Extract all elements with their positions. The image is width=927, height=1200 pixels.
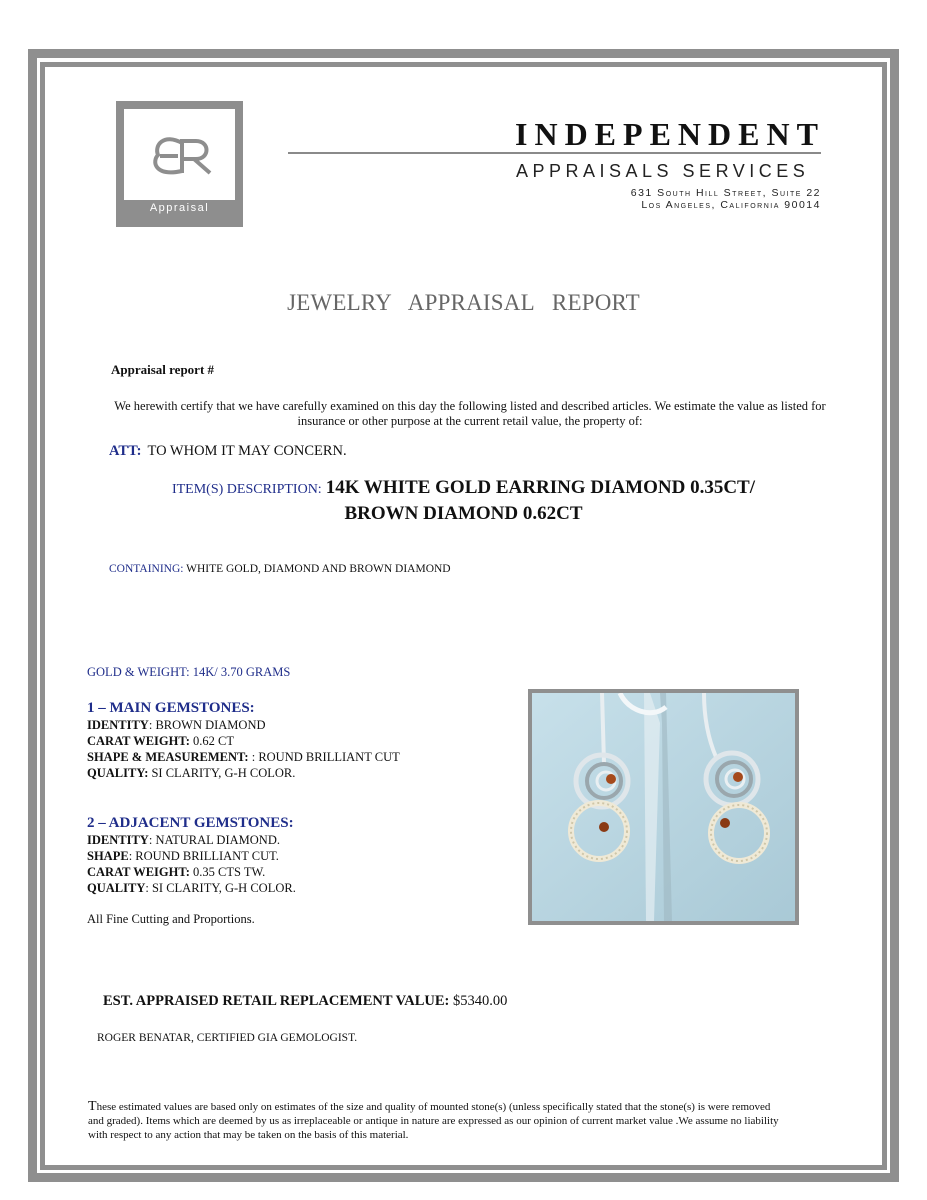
logo-monogram-panel <box>124 109 235 200</box>
address-line-2: Los Angeles, California 90014 <box>641 199 821 211</box>
appraisal-logo <box>116 101 243 227</box>
disclaimer-text: These estimated values are based only on estimates of the size and quality of mounted stone(s) (unless specifically stated that the stone(s) is were removed and graded). Items which are deemed by us as irreplaceable or antique in nature are expressed as our opinion of current market value .We assume no liability with respect to any action that may be taken on the basis of this material. <box>88 1099 779 1141</box>
att-line <box>109 443 347 460</box>
er-monogram-icon <box>124 109 235 200</box>
estimated-value-amount: $5340.00 <box>452 993 508 1009</box>
all-fine-cutting: All Fine Cutting and Proportions. <box>87 912 255 926</box>
adjacent-gemstone-row: QUALITY: SI CLARITY, G-H COLOR. <box>87 881 296 895</box>
brand-name: INDEPENDENT <box>515 116 825 152</box>
certification-text: We herewith certify that we have carefully examined on this day the following listed and described articles. We estimate the value as listed for insurance or other purpose at the current retail value, the property of: <box>114 399 826 428</box>
adjacent-gemstones-section <box>87 815 296 896</box>
description-line-1: 14K WHITE GOLD EARRING DIAMOND 0.35CT/ <box>325 477 756 498</box>
brand-services: APPRAISALS SERVICES <box>516 161 810 181</box>
description-line-2: BROWN DIAMOND 0.62CT <box>344 503 583 524</box>
report-number-label: Appraisal report # <box>111 362 215 377</box>
description-label: ITEM(S) DESCRIPTION: <box>171 482 322 497</box>
main-gemstone-row: SHAPE & MEASUREMENT: : ROUND BRILLIANT CUT <box>87 750 400 764</box>
adjacent-gemstone-row: IDENTITY: NATURAL DIAMOND. <box>87 833 280 847</box>
address-line-1: 631 South Hill Street, Suite 22 <box>630 187 821 199</box>
earring-illustration <box>532 693 795 921</box>
estimated-value-line <box>103 993 507 1010</box>
report-title: JEWELRY APPRAISAL REPORT <box>287 290 640 315</box>
containing-line <box>109 563 451 575</box>
gemologist-signature-line: ROGER BENATAR, CERTIFIED GIA GEMOLOGIST. <box>97 1032 358 1044</box>
att-label: ATT: <box>109 443 142 459</box>
main-gemstones-section <box>87 700 400 781</box>
earring-photo <box>528 689 799 925</box>
containing-label: CONTAINING: <box>109 563 184 575</box>
gold-weight: GOLD & WEIGHT: 14K/ 3.70 GRAMS <box>87 665 291 679</box>
adjacent-gemstone-row: SHAPE: ROUND BRILLIANT CUT. <box>87 849 279 863</box>
logo-caption: Appraisal <box>149 202 210 214</box>
estimated-value-label: EST. APPRAISED RETAIL REPLACEMENT VALUE: <box>103 993 450 1009</box>
main-gemstones-heading: 1 – MAIN GEMSTONES: <box>87 700 255 716</box>
main-gemstone-row: IDENTITY: BROWN DIAMOND <box>87 718 266 732</box>
main-gemstone-row: QUALITY: SI CLARITY, G-H COLOR. <box>87 766 296 780</box>
main-gemstone-row: CARAT WEIGHT: 0.62 CT <box>87 734 235 748</box>
adjacent-gemstones-heading: 2 – ADJACENT GEMSTONES: <box>87 815 294 831</box>
header-divider <box>288 152 821 154</box>
containing-value: WHITE GOLD, DIAMOND AND BROWN DIAMOND <box>186 563 451 575</box>
att-value: TO WHOM IT MAY CONCERN. <box>147 443 347 459</box>
item-description <box>0 475 927 527</box>
adjacent-gemstone-row: CARAT WEIGHT: 0.35 CTS TW. <box>87 865 266 879</box>
